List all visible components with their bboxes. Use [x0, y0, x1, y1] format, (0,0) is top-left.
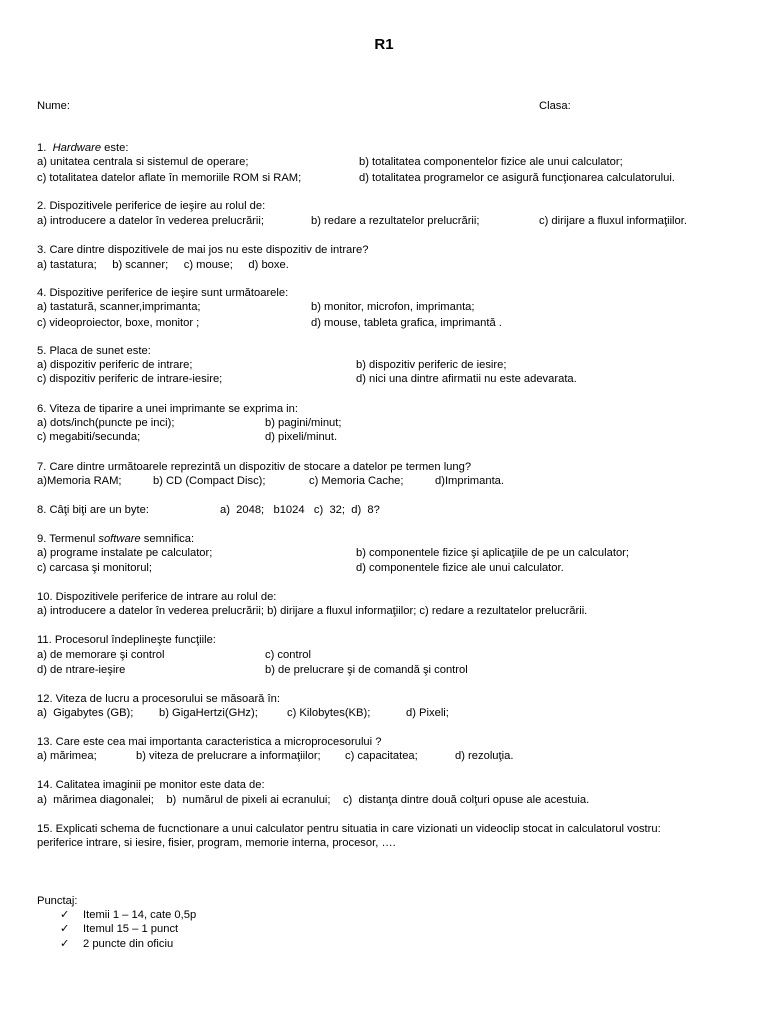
answers-14: a) mărimea diagonalei; b) numărul de pixeli ai ecranului; c) distanţa dintre două colţuri opuse ale acestuia. — [37, 794, 590, 806]
answers-3: a) tastatura; b) scanner; c) mouse; d) boxe. — [37, 259, 289, 271]
checkmark-icon: ✓ — [60, 909, 70, 921]
answer-12d: d) Pixeli; — [406, 707, 449, 719]
question-9 — [37, 532, 194, 546]
answer-6d: d) pixeli/minut. — [265, 431, 338, 443]
question-15: 15. Explicati schema de fucnctionare a unui calculator pentru situatia in care vizionati un videoclip stocat in calculatorul vostru: — [37, 823, 661, 835]
answer-2b: b) redare a rezultatelor prelucrării; — [311, 215, 480, 227]
answer-5b: b) dispozitiv periferic de iesire; — [356, 359, 507, 371]
scoring-item-text: Itemul 15 – 1 punct — [83, 923, 179, 935]
answer-7b: b) CD (Compact Disc); — [153, 475, 266, 487]
scoring-item-text: Itemii 1 – 14, cate 0,5p — [83, 909, 197, 921]
question-3: 3. Care dintre dispozitivele de mai jos nu este dispozitiv de intrare? — [37, 244, 369, 256]
answer-11a: a) de memorare şi control — [37, 649, 165, 661]
checkmark-icon: ✓ — [60, 923, 70, 935]
answer-9b: b) componentele fizice şi aplicaţiile de pe un calculator; — [356, 547, 630, 559]
answer-6c: c) megabiti/secunda; — [37, 431, 141, 443]
question-7: 7. Care dintre următoarele reprezintă un dispozitiv de stocare a datelor pe termen lung? — [37, 461, 472, 473]
answer-6a: a) dots/inch(puncte pe inci); — [37, 417, 175, 429]
answer-2c: c) dirijare a fluxul informaţiilor. — [539, 215, 687, 227]
question-11: 11. Procesorul îndeplineşte funcţiile: — [37, 634, 216, 646]
question-5: 5. Placa de sunet este: — [37, 345, 151, 357]
question-6: 6. Viteza de tiparire a unei imprimante se exprima in: — [37, 403, 298, 415]
answer-4a: a) tastatură, scanner,imprimanta; — [37, 301, 201, 313]
answer-11b: b) de prelucrare şi de comandă şi control — [265, 664, 468, 676]
answer-5d: d) nici una dintre afirmatii nu este adevarata. — [356, 373, 577, 385]
question-number: 1. — [37, 142, 47, 154]
answer-12c: c) Kilobytes(KB); — [287, 707, 371, 719]
question-text: este: — [101, 142, 129, 154]
term-hardware: Hardware — [52, 142, 102, 154]
answer-7d: d)Imprimanta. — [435, 475, 505, 487]
answer-11c: c) control — [265, 649, 312, 661]
answer-12a: a) Gigabytes (GB); — [37, 707, 134, 719]
answers-10: a) introducere a datelor în vederea prelucrării; b) dirijare a fluxul informaţiilor; c) redare a rezultatelor prelucrării. — [37, 605, 588, 617]
answer-7a: a)Memoria RAM; — [37, 475, 122, 487]
answers-8: a) 2048; b1024 c) 32; d) 8? — [220, 504, 380, 516]
scoring-item — [60, 908, 196, 922]
answer-12b: b) GigaHertzi(GHz); — [159, 707, 258, 719]
answer-1a: a) unitatea centrala si sistemul de operare; — [37, 156, 249, 168]
answer-6b: b) pagini/minut; — [265, 417, 342, 429]
question-4: 4. Dispozitive periferice de ieşire sunt următoarele: — [37, 287, 289, 299]
answer-11d: d) de ntrare-ieşire — [37, 664, 126, 676]
answer-4d: d) mouse, tableta grafica, imprimantă . — [311, 317, 502, 329]
question-13: 13. Care este cea mai importanta caracteristica a microprocesorului ? — [37, 736, 382, 748]
answer-5a: a) dispozitiv periferic de intrare; — [37, 359, 193, 371]
answer-13d: d) rezoluţia. — [455, 750, 514, 762]
question-text: 9. Termenul — [37, 533, 99, 545]
scoring-label: Punctaj: — [37, 895, 78, 907]
question-14: 14. Calitatea imaginii pe monitor este data de: — [37, 779, 265, 791]
answer-2a: a) introducere a datelor în vederea prelucrării; — [37, 215, 264, 227]
class-label: Clasa: — [539, 100, 571, 112]
answer-7c: c) Memoria Cache; — [309, 475, 404, 487]
answer-9d: d) componentele fizice ale unui calculator. — [356, 562, 564, 574]
answer-4b: b) monitor, microfon, imprimanta; — [311, 301, 475, 313]
answer-9c: c) carcasa şi monitorul; — [37, 562, 153, 574]
question-8: 8. Câţi biţi are un byte: — [37, 504, 149, 516]
answer-5c: c) dispozitiv periferic de intrare-iesire; — [37, 373, 223, 385]
checkmark-icon: ✓ — [60, 938, 70, 950]
question-12: 12. Viteza de lucru a procesorului se măsoară în: — [37, 693, 280, 705]
scoring-item — [60, 937, 173, 951]
answer-4c: c) videoproiector, boxe, monitor ; — [37, 317, 200, 329]
answer-13b: b) viteza de prelucrare a informaţiilor; — [136, 750, 321, 762]
answer-1b: b) totalitatea componentelor fizice ale unui calculator; — [359, 156, 623, 168]
answer-1c: c) totalitatea datelor aflate în memoriile ROM si RAM; — [37, 172, 302, 184]
question-text: semnifica: — [140, 533, 195, 545]
name-label: Nume: — [37, 100, 70, 112]
answer-13a: a) mărimea; — [37, 750, 97, 762]
page-title: R1 — [374, 36, 394, 53]
answer-9a: a) programe instalate pe calculator; — [37, 547, 213, 559]
question-10: 10. Dispozitivele periferice de intrare au rolul de: — [37, 591, 277, 603]
scoring-item — [60, 922, 178, 936]
question-15-terms: periferice intrare, si iesire, fisier, program, memorie interna, procesor, …. — [37, 837, 396, 849]
question-1 — [37, 141, 128, 155]
scoring-item-text: 2 puncte din oficiu — [83, 938, 174, 950]
answer-1d: d) totalitatea programelor ce asigură funcţionarea calculatorului. — [359, 172, 675, 184]
answer-13c: c) capacitatea; — [345, 750, 418, 762]
term-software: software — [98, 533, 141, 545]
question-2: 2. Dispozitivele periferice de ieşire au rolul de: — [37, 200, 266, 212]
